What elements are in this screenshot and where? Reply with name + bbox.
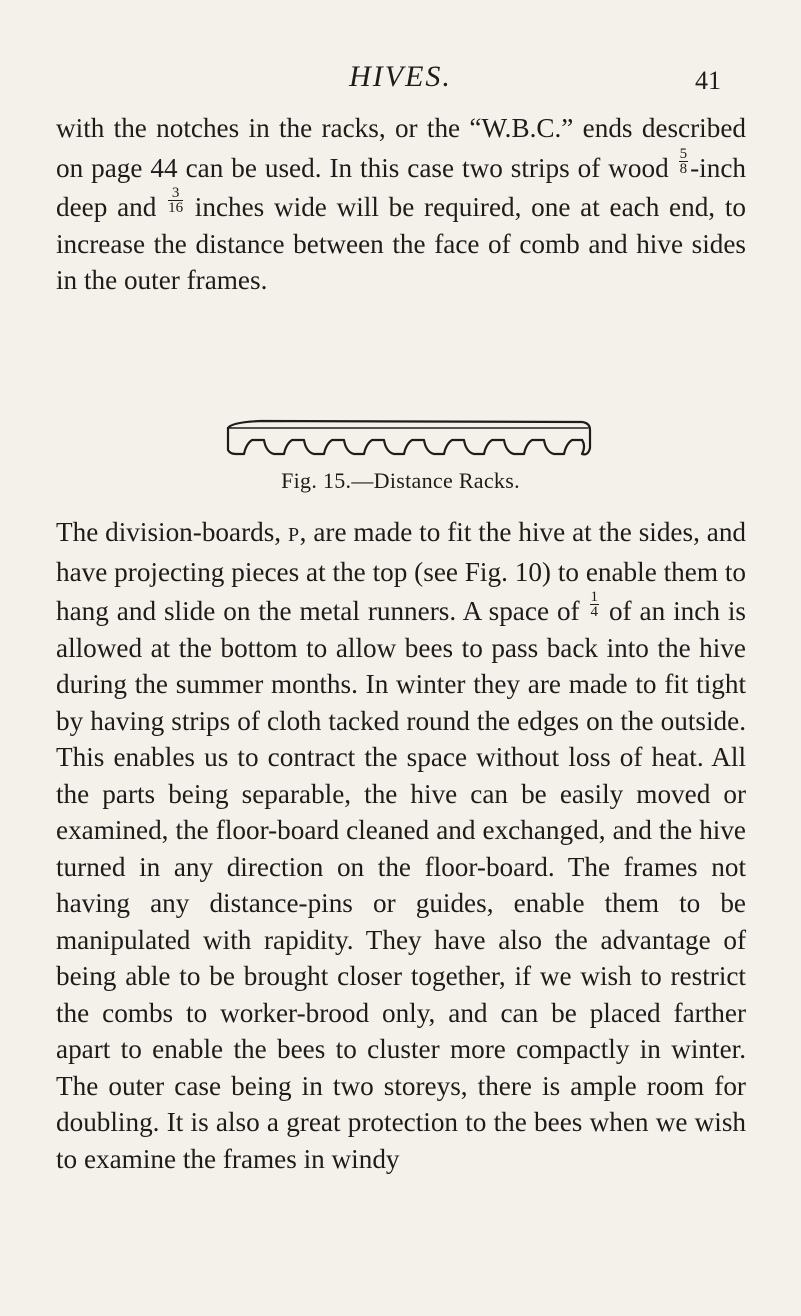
fraction-denominator: 4 bbox=[590, 604, 599, 620]
page-number: 41 bbox=[695, 66, 721, 95]
running-head bbox=[0, 60, 801, 100]
fraction-numerator: 1 bbox=[590, 589, 599, 605]
paragraph-1 bbox=[56, 110, 746, 299]
paragraph-1-text-a: with the notches in the racks, or the “W.B.C.” ends described on page 44 can be used. In this case two strips of wood bbox=[56, 113, 746, 183]
fraction-three-sixteenths bbox=[168, 186, 183, 215]
division-board-letter: P bbox=[288, 524, 300, 546]
fraction-denominator: 16 bbox=[168, 200, 184, 216]
fraction-numerator: 5 bbox=[679, 145, 688, 162]
paragraph-2-text-c: of an inch is allowed at the bottom to allow bees to pass back into the hive during the summer months. In winter they are made to fit tight by having strips of cloth tacked round the edges on the outside. This enables us to contract the space without loss of heat. All the parts being separable, the hive can be easily moved or examined, the floor-board cleaned and exchanged, and the hive turned in any direction on the floor-board. The frames not having any distance-pins or guides, enable them to be manipulated with rapidity. They have also the advantage of being able to be brought closer together, if we wish to restrict the combs to worker-brood only, and can be placed farther apart to enable the bees to cluster more compactly in winter. The outer case being in two storeys, there is ample room for doubling. It is also a great protection to the bees when we wish to examine the frames in windy bbox=[56, 596, 746, 1174]
paragraph-2-text-b: , are made to fit the hive at the sides, and have projecting pieces at the top (see Fig. 10) to enable them to hang and slide on the metal runners. A space of bbox=[56, 517, 747, 626]
running-title: HIVES. bbox=[349, 60, 452, 93]
distance-rack-drawing-icon bbox=[222, 418, 596, 460]
paragraph-2 bbox=[56, 514, 746, 1177]
figure-distance-racks bbox=[222, 418, 596, 460]
fraction-numerator: 3 bbox=[168, 186, 183, 201]
figure-caption: Fig. 15.—Distance Racks. bbox=[281, 468, 520, 493]
paragraph-1-text-c: inches wide will be required, one at each end, to increase the distance between the face of comb and hive sides in the outer frames. bbox=[56, 192, 746, 295]
paragraph-1-text-b: -inch deep and bbox=[56, 152, 746, 222]
paragraph-2-text-a: The division-boards, bbox=[56, 517, 289, 547]
fraction-one-quarter bbox=[590, 590, 600, 619]
fraction-five-eighths bbox=[679, 147, 689, 176]
fraction-denominator: 8 bbox=[679, 160, 688, 177]
